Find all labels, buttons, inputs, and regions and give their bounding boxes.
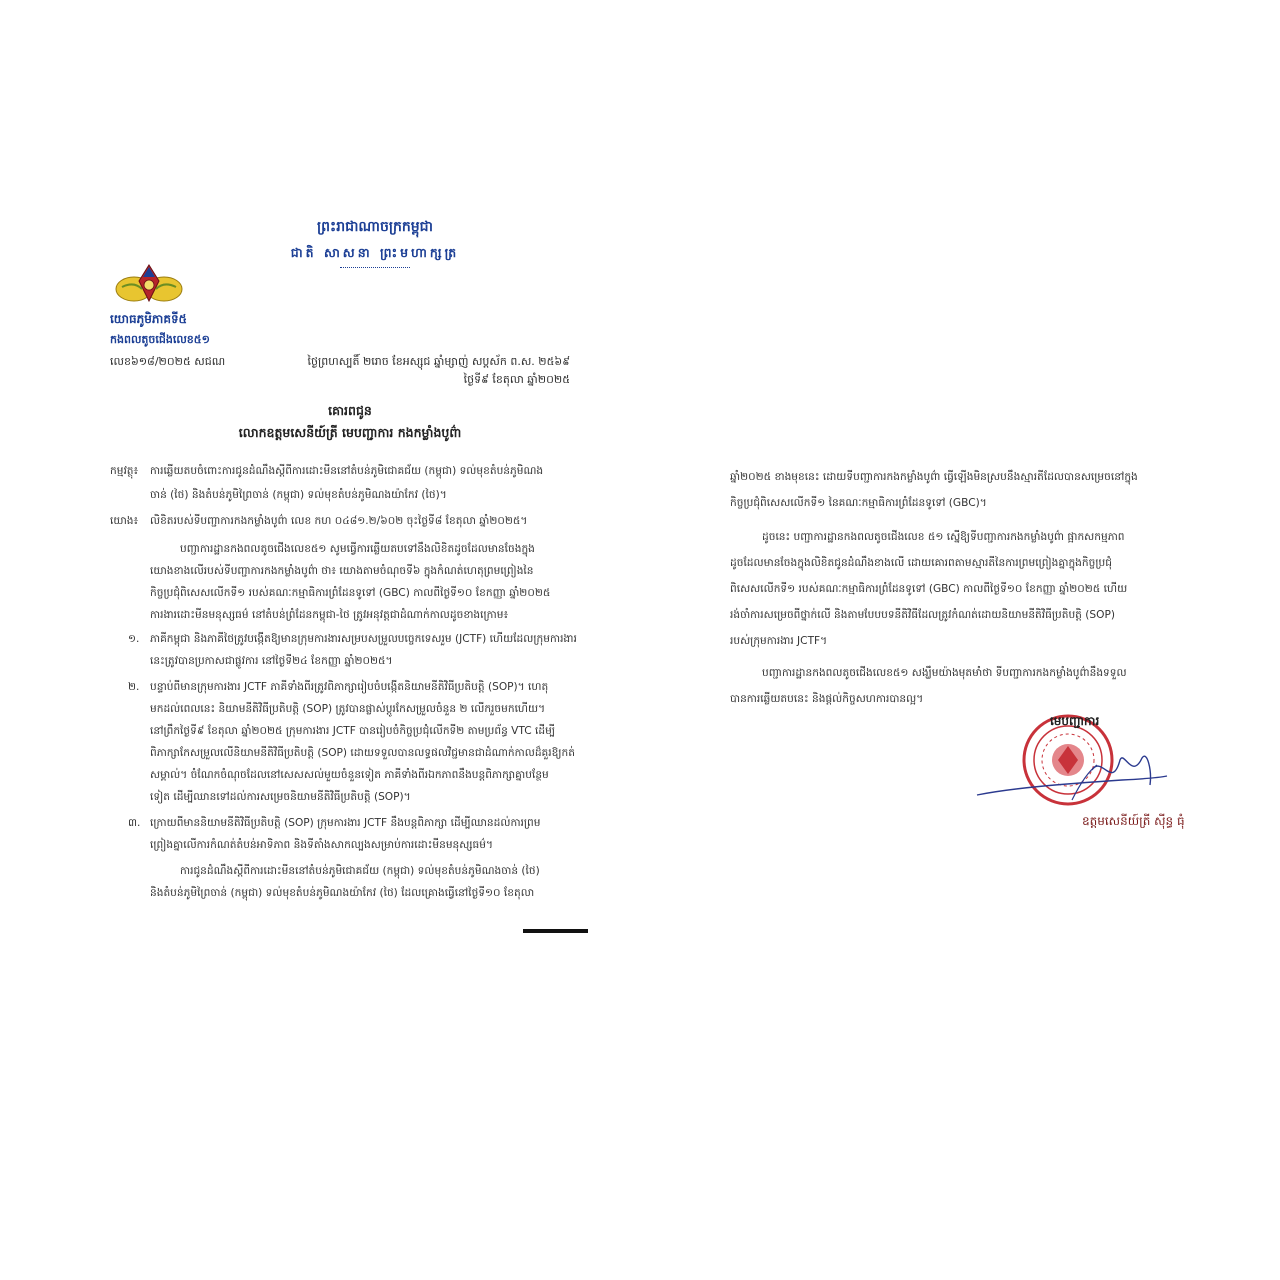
body-line: ការងារដោះមីនមនុស្សធម៌ នៅតំបន់ព្រំដែនកម្ពុជា-ថៃ ត្រូវអនុវត្តជាដំណាក់កាលដូចខាងក្រោម៖ [150, 609, 509, 621]
body-line: រង់ចាំការសម្រេចពីថ្នាក់លើ និងតាមបែបបទនីតិវិធីដែលត្រូវកំណត់ដោយនិយាមនីតិវិធីប្រតិបត្តិ (SOP) [730, 609, 1115, 621]
reference-label: យោង៖ [110, 515, 139, 527]
body-line: ដូចដែលមានចែងក្នុងលិខិតជូនដំណឹងខាងលើ ដោយគោរពតាមស្មារតីនៃការព្រមព្រៀងគ្នាក្នុងកិច្ចប្រជុំ [730, 557, 1112, 569]
list-item-line: ពិភាក្សាកែសម្រួលលើនិយាមនីតិវិធីប្រតិបត្តិ (SOP) ដោយទទួលបានលទ្ធផលវិជ្ជមានជាដំណាក់កាលដ៏គួរឱ្យកត់ [150, 747, 575, 759]
reference-number: លេខ៦១៨/២០២៥ សជណ [110, 355, 226, 368]
list-item-line: នៅព្រឹកថ្ងៃទី៩ ខែតុលា ឆ្នាំ២០២៥ ក្រុមការងារ JCTF បានរៀបចំកិច្ចប្រជុំលើកទី២ តាមប្រព័ន្ធ VTC ដើម្បី [150, 725, 555, 737]
kingdom-heading: ព្រះរាជាណាចក្រកម្ពុជា [316, 219, 433, 235]
recipient-name: លោកឧត្តមសេនីយ៍ត្រី មេបញ្ជាការ កងកម្លាំងបូព៌ា [238, 425, 462, 440]
body-line: កិច្ចប្រជុំពិសេសលើកទី១ នៃគណៈកម្មាធិការព្រំដែនទូទៅ (GBC)។ [730, 497, 987, 509]
page-divider [523, 929, 588, 933]
list-item-line: បន្ទាប់ពីមានក្រុមការងារ JCTF ភាគីទាំងពីរត្រូវពិភាក្សារៀបចំបង្កើតនិយាមនីតិវិធីប្រតិបត្តិ (SOP)។ ហេតុ [150, 681, 549, 693]
signatory-name: ឧត្តមសេនីយ៍ត្រី សុីន្ធ ធុំ [1082, 814, 1185, 828]
signatory-title: មេបញ្ជាការ [1050, 714, 1100, 728]
org-name-line1: យោធភូមិភាគទី៥ [110, 312, 188, 326]
subject-line: ការឆ្លើយតបចំពោះការជូនដំណឹងស្តីពីការដោះមីននៅតំបន់ភូមិជោគជ័យ (កម្ពុជា) ទល់មុខតំបន់ភូមិណង [150, 465, 544, 477]
recipient-label: គោរពជូន [328, 403, 372, 418]
body-line: បញ្ជាការដ្ឋានកងពលតូចជើងលេខ៥១ សង្ឃឹមយ៉ាងមុតមាំថា ទីបញ្ជាការកងកម្លាំងបូព៌ានឹងទទួល [762, 667, 1127, 679]
body-line: របស់ក្រុមការងារ JCTF។ [730, 635, 828, 647]
letter-page-2 [722, 455, 1222, 855]
reference-text: លិខិតរបស់ទីបញ្ជាការកងកម្លាំងបូព៌ា លេខ កហ ០៤៨១.២/៦០២ ចុះថ្ងៃទី៨ ខែតុលា ឆ្នាំ២០២៥។ [150, 515, 528, 527]
list-item-line: មកដល់ពេលនេះ និយាមនីតិវិធីប្រតិបត្តិ (SOP) ត្រូវបានផ្លាស់ប្តូរកែសម្រួលចំនួន ២ លើករួចមកហើយ។ [150, 703, 546, 715]
body-line: ដូចនេះ បញ្ជាការដ្ឋានកងពលតូចជើងលេខ ៥១ ស្នើឱ្យទីបញ្ជាការកងកម្លាំងបូព៌ា ផ្អាកសកម្មភាព [762, 531, 1125, 543]
list-number: ២. [128, 681, 140, 693]
body-line: និងតំបន់ភូមិព្រៃចាន់ (កម្ពុជា) ទល់មុខតំបន់ភូមិណងយ៉ាកែវ (ថៃ) ដែលគ្រោងធ្វើនៅថ្ងៃទី១០ ខែតុលា [150, 887, 535, 899]
list-item-line: ព្រៀងគ្នាលើការកំណត់តំបន់អាទិភាព និងទីតាំងសាកល្បងសម្រាប់ការដោះមីនមនុស្សធម៌។ [150, 839, 493, 851]
body-line: ការជូនដំណឹងស្តីពីការដោះមីននៅតំបន់ភូមិជោគជ័យ (កម្ពុជា) ទល់មុខតំបន់ភូមិណងចាន់ (ថៃ) [180, 865, 540, 877]
list-item-line: ភាគីកម្ពុជា និងភាគីថៃត្រូវបង្កើតឱ្យមានក្រុមការងារសម្របសម្រួលបច្ចេកទេសរួម (JCTF) ហើយដែលក្រុមការងារ [150, 633, 577, 645]
body-line: ឆ្នាំ២០២៥ ខាងមុខនេះ ដោយទីបញ្ជាការកងកម្លាំងបូព៌ា ធ្វើឡើងមិនស្របនឹងស្មារតីដែលបានសម្រេចនៅក្នុង [730, 471, 1138, 483]
handwritten-signature-icon [972, 740, 1172, 810]
org-name-line2: កងពលតូចជើងលេខ៥១ [110, 333, 210, 346]
list-number: ៣. [128, 817, 141, 829]
date-solar: ថ្ងៃទី៩ ខែតុលា ឆ្នាំ២០២៥ [463, 373, 570, 386]
body-line: យោងខាងលើរបស់ទីបញ្ជាការកងកម្លាំងបូព៌ា ថា៖ យោងតាមចំណុចទី៦ ក្នុងកំណត់ហេតុព្រមព្រៀងនៃ [150, 565, 534, 577]
kingdom-motto: ជាតិ សាសនា ព្រះមហាក្សត្រ [290, 245, 460, 260]
list-item-line: ក្រោយពីមាននិយាមនីតិវិធីប្រតិបត្តិ (SOP) ក្រុមការងារ JCTF នឹងបន្តពិភាក្សា ដើម្បីឈានដល់ការព្រម [150, 817, 541, 829]
list-item-line: សម្គាល់។ ចំណែកចំណុចដែលនៅសេសសល់មួយចំនួនទៀត ភាគីទាំងពីរឯកភាពនឹងបន្តពិភាក្សាគ្នាបន្ថែម [150, 769, 549, 781]
list-item-line: ទៀត ដើម្បីឈានទៅដល់ការសម្រេចនិយាមនីតិវិធីប្រតិបត្តិ (SOP)។ [150, 791, 411, 803]
list-item-line: នេះត្រូវបានប្រកាសជាផ្លូវការ នៅថ្ងៃទី២៤ ខែកញ្ញា ឆ្នាំ២០២៥។ [150, 655, 393, 667]
date-lunar: ថ្ងៃព្រហស្បតិ៍ ២រោច ខែអស្សុជ ឆ្នាំម្សាញ់ សប្តស័ក ព.ស. ២៥៦៩ [307, 355, 570, 368]
military-emblem-icon [112, 261, 186, 307]
subject-label: កម្មវត្ថុ៖ [110, 465, 139, 477]
list-number: ១. [128, 633, 140, 645]
body-line: បញ្ជាការដ្ឋានកងពលតូចជើងលេខ៥១ សូមធ្វើការឆ្លើយតបទៅនឹងលិខិតដូចដែលមានចែងក្នុង [180, 543, 535, 555]
letter-page-1 [100, 205, 600, 925]
body-line: បានការឆ្លើយតបនេះ និងផ្តល់កិច្ចសហការបានល្អ។ [730, 693, 924, 705]
body-line: កិច្ចប្រជុំពិសេសលើកទី១ របស់គណៈកម្មាធិការព្រំដែនទូទៅ (GBC) កាលពីថ្ងៃទី១០ ខែកញ្ញា ឆ្នាំ២០២៥ [150, 587, 551, 599]
motto-divider [340, 267, 410, 269]
body-line: ពិសេសលើកទី១ របស់គណៈកម្មាធិការព្រំដែនទូទៅ (GBC) កាលពីថ្ងៃទី១០ ខែកញ្ញា ឆ្នាំ២០២៥ ហើយ [730, 583, 1128, 595]
subject-line: ចាន់ (ថៃ) និងតំបន់ភូមិព្រៃចាន់ (កម្ពុជា) ទល់មុខតំបន់ភូមិណងយ៉ាកែវ (ថៃ)។ [150, 489, 447, 501]
